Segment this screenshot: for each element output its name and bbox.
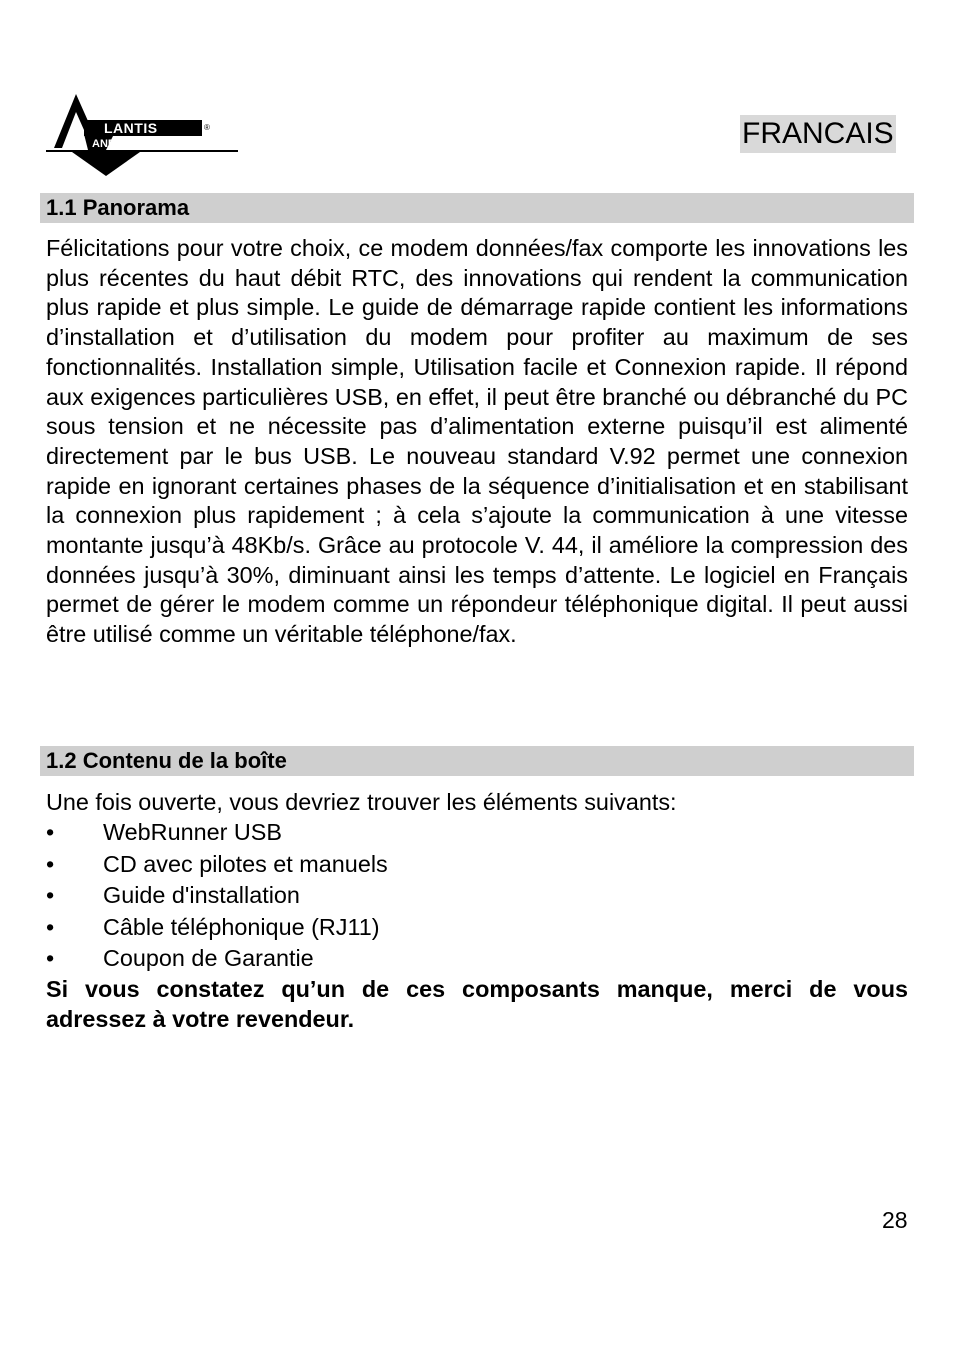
atlantis-land-logo (44, 90, 244, 182)
svg-text:LANTIS: LANTIS (104, 120, 158, 136)
bullet-icon: • (46, 850, 55, 877)
list-item-label: CD avec pilotes et manuels (103, 850, 388, 877)
bullet-icon: • (46, 882, 55, 909)
svg-text:AND: AND (92, 138, 116, 150)
list-item-label: Guide d'installation (103, 882, 300, 909)
bullet-icon: • (46, 945, 55, 972)
box-contents-intro: Une fois ouverte, vous devriez trouver les éléments suivants: (46, 789, 677, 815)
language-label: FRANCAIS (740, 115, 896, 153)
section-heading-panorama: 1.1 Panorama (40, 193, 914, 223)
bullet-icon: • (46, 819, 55, 845)
list-item-label: Câble téléphonique (RJ11) (103, 913, 380, 940)
missing-items-notice: Si vous constatez qu’un de ces composants manque, merci de vous adressez à votre revendeur. (46, 976, 908, 1032)
list-item-label: WebRunner USB (103, 819, 282, 845)
bullet-icon: • (46, 913, 55, 940)
panorama-paragraph: Félicitations pour votre choix, ce modem données/fax comporte les innovations les plus récentes du haut débit RTC, des innovations qui rendent la communication plus rapide et plus simple. Le guide de démarrage rapide contient les informations d’installation et d’utilisation du modem pour profiter au maximum de ses fonctionnalités. Installation simple, Utilisation facile et Connexion rapide. Il répond aux exigences particulières USB, en effet, il peut être branché ou débranché du PC sous tension et ne nécessite pas d’alimentation externe puisqu’il est alimenté directement par le bus USB. Le nouveau standard V.92 permet une connexion rapide en ignorant certaines phases de la séquence d’initialisation et en stabilisant la connexion plus rapidement ; à cela s’ajoute la communication à une vitesse montante jusqu’à 48Kb/s. Grâce au protocole V. 44, il améliore la compression des données jusqu’à 30%, diminuant ainsi les temps d’attente. Le logiciel en Français permet de gérer le modem comme un répondeur téléphonique digital. Il peut aussi être utilisé comme un véritable téléphone/fax. (46, 235, 908, 648)
section-heading-box-contents: 1.2 Contenu de la boîte (40, 746, 914, 776)
page-number: 28 (882, 1207, 908, 1233)
list-item-label: Coupon de Garantie (103, 945, 314, 972)
svg-text:®: ® (204, 123, 210, 132)
